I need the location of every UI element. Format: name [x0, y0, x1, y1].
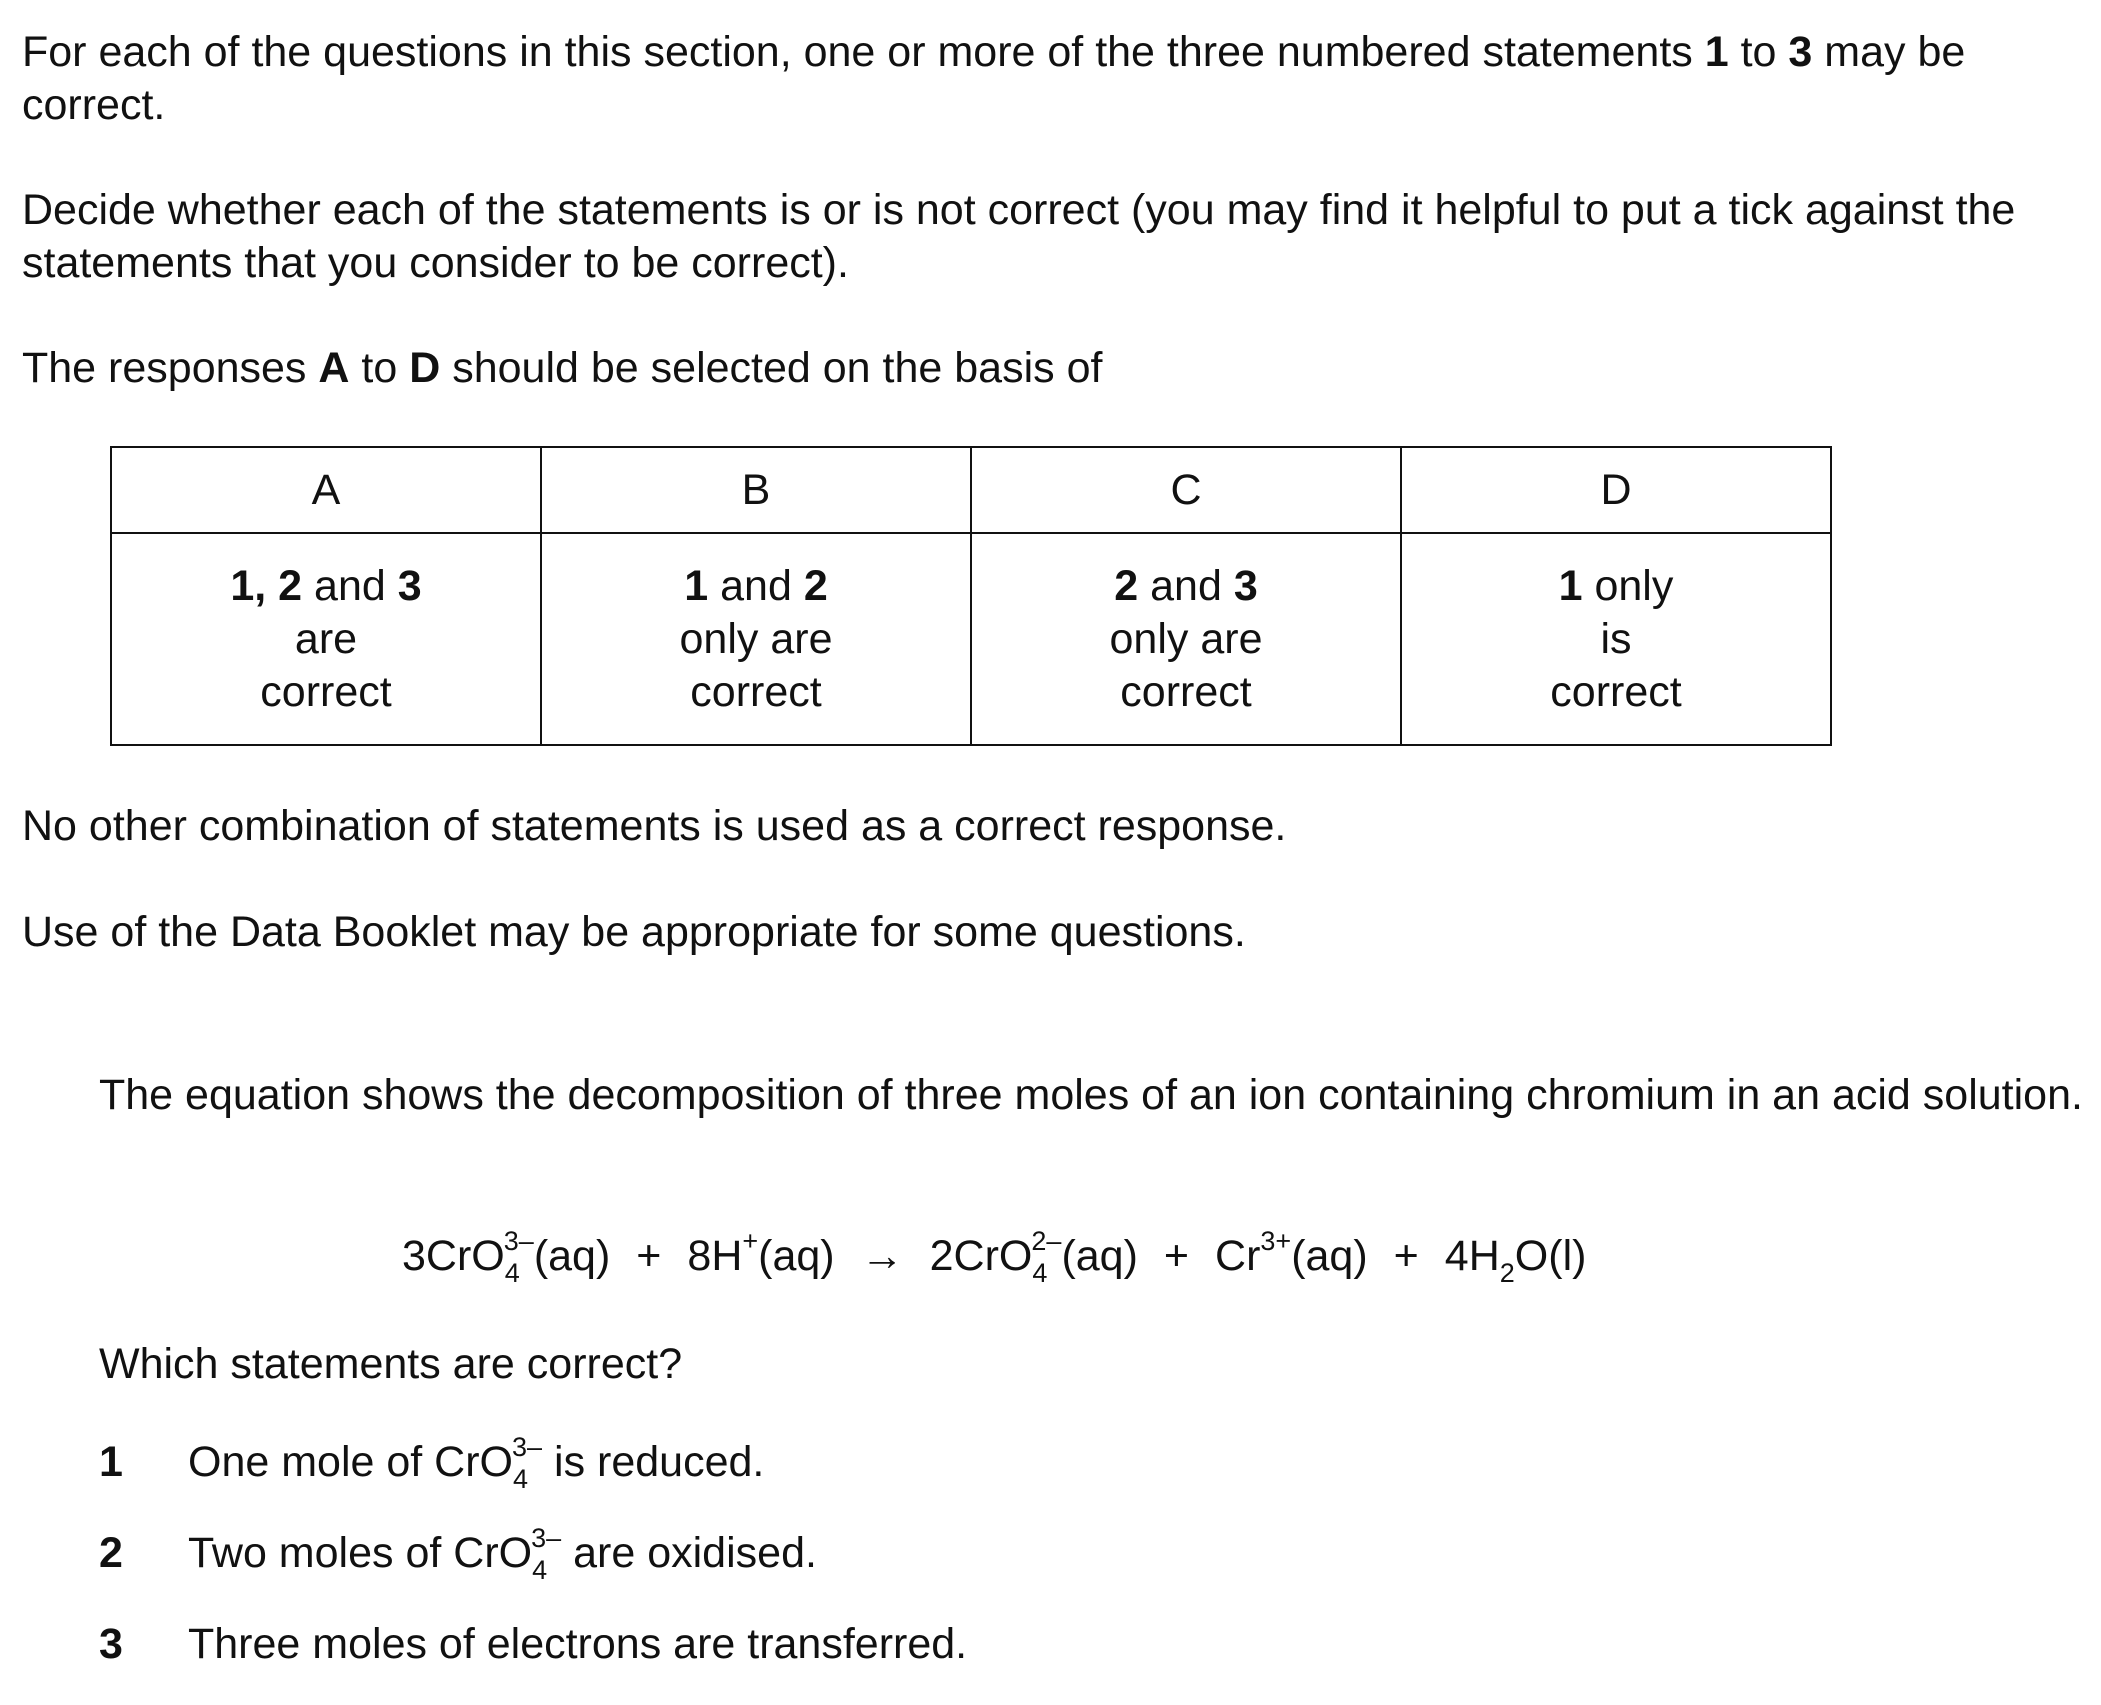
response-key-table: [110, 446, 1832, 746]
statement-number: 1: [1704, 28, 1729, 76]
instruction-text: should be selected on the basis of: [440, 344, 1103, 392]
instruction-text: to: [1728, 28, 1789, 76]
instruction-text: For each of the questions in this section, one or more of the three numbered statements: [22, 28, 1705, 76]
product-water: [1445, 1230, 1587, 1288]
statement-formula: [188, 1523, 562, 1585]
cell-bold: 1: [684, 561, 709, 610]
cell-c: [971, 533, 1401, 745]
superscript: 3–: [503, 1226, 534, 1256]
cell-text: and: [1138, 561, 1234, 610]
statement-text: Three moles of electrons are transferred.: [188, 1620, 968, 1668]
reaction-arrow: →: [860, 1232, 904, 1280]
statement-formula: [188, 1432, 543, 1494]
superscript: 3+: [1260, 1226, 1292, 1256]
formula-text: 4H: [1444, 1232, 1500, 1280]
response-letter: A: [318, 344, 350, 392]
reactant-hydrogen-ion: [687, 1226, 835, 1288]
superscript: +: [742, 1226, 759, 1256]
subscript: 2: [1499, 1258, 1515, 1288]
cell-bold: 3: [1233, 561, 1258, 610]
header-d: D: [1401, 447, 1831, 533]
cell-line-2: only are: [679, 614, 833, 663]
cell-line-3: correct: [1550, 667, 1682, 716]
superscript: 2–: [1031, 1226, 1062, 1256]
plus-sign: +: [1163, 1232, 1190, 1280]
reactant-chromate: [402, 1226, 611, 1288]
subscript: 4: [1032, 1258, 1048, 1288]
instruction-paragraph-2: Decide whether each of the statements is or is not correct (you may find it helpful to put a tick against the statements that you consider to be correct).: [22, 186, 2016, 287]
header-b: B: [541, 447, 971, 533]
instruction-text: to: [349, 344, 410, 392]
cell-line-2: is: [1600, 614, 1632, 663]
cell-text: and: [302, 561, 398, 610]
header-a: A: [111, 447, 541, 533]
table-header-row: [111, 447, 1831, 533]
product-chromium-ion: [1215, 1226, 1368, 1288]
question-stem: The equation shows the decomposition of three moles of an ion containing chromium in an acid solution.: [99, 1071, 2083, 1119]
formula-text: 2CrO: [929, 1232, 1033, 1280]
statement-number: 3: [99, 1620, 123, 1668]
state-symbol: (aq): [533, 1232, 611, 1280]
statement-text: [188, 1523, 817, 1585]
no-other-combination-note: No other combination of statements is used as a correct response.: [22, 802, 1287, 850]
cell-bold: 1: [1558, 561, 1583, 610]
state-symbol: (aq): [1061, 1232, 1138, 1280]
cell-line-1: [1402, 560, 1830, 613]
cell-bold: 1, 2: [230, 561, 303, 610]
formula-text: One mole of CrO: [188, 1438, 513, 1486]
statement-number: 3: [1788, 28, 1813, 76]
formula-text: O(l): [1514, 1232, 1587, 1280]
cell-line-2: only are: [1109, 614, 1263, 663]
formula-text: 3CrO: [402, 1232, 505, 1280]
cell-bold: 3: [397, 561, 422, 610]
statement-number: 2: [99, 1529, 123, 1577]
statement-text: [188, 1432, 765, 1494]
formula-text: Two moles of CrO: [188, 1529, 533, 1577]
cell-a: [111, 533, 541, 745]
subscript: 4: [513, 1464, 529, 1494]
header-c: C: [971, 447, 1401, 533]
cell-line-3: correct: [690, 667, 822, 716]
instruction-paragraph-1: [22, 26, 2082, 132]
product-chromate: [929, 1226, 1138, 1288]
formula-text: 8H: [687, 1232, 743, 1280]
instruction-paragraph-3: [22, 342, 2082, 395]
formula-text: Cr: [1215, 1232, 1261, 1280]
plus-sign: +: [636, 1232, 662, 1280]
cell-line-1: [542, 560, 970, 613]
instruction-text: may be correct.: [22, 28, 1966, 129]
superscript: 3–: [512, 1432, 543, 1462]
statement-number: 1: [99, 1438, 123, 1486]
cell-line-3: correct: [260, 667, 392, 716]
formula-text: are oxidised.: [561, 1529, 817, 1577]
superscript: 3–: [531, 1523, 562, 1553]
cell-d: [1401, 533, 1831, 745]
table-row: [111, 533, 1831, 745]
instruction-text: The responses: [22, 344, 319, 392]
subscript: 4: [532, 1555, 548, 1585]
question-prompt: Which statements are correct?: [99, 1340, 683, 1388]
subscript: 4: [504, 1258, 520, 1288]
state-symbol: (aq): [1291, 1232, 1368, 1280]
cell-line-1: [112, 560, 540, 613]
cell-line-3: correct: [1120, 667, 1252, 716]
chemical-equation: [402, 1226, 1587, 1288]
cell-bold: 2: [1114, 561, 1139, 610]
cell-line-1: [972, 560, 1400, 613]
plus-sign: +: [1393, 1232, 1419, 1280]
cell-text: and: [708, 561, 804, 610]
state-symbol: (aq): [758, 1232, 835, 1280]
formula-text: is reduced.: [542, 1438, 765, 1486]
cell-b: [541, 533, 971, 745]
cell-line-2: are: [294, 614, 358, 663]
data-booklet-note: Use of the Data Booklet may be appropriate for some questions.: [22, 908, 1246, 956]
cell-bold: 2: [803, 561, 828, 610]
response-letter: D: [409, 344, 441, 392]
cell-text: only: [1582, 561, 1674, 610]
